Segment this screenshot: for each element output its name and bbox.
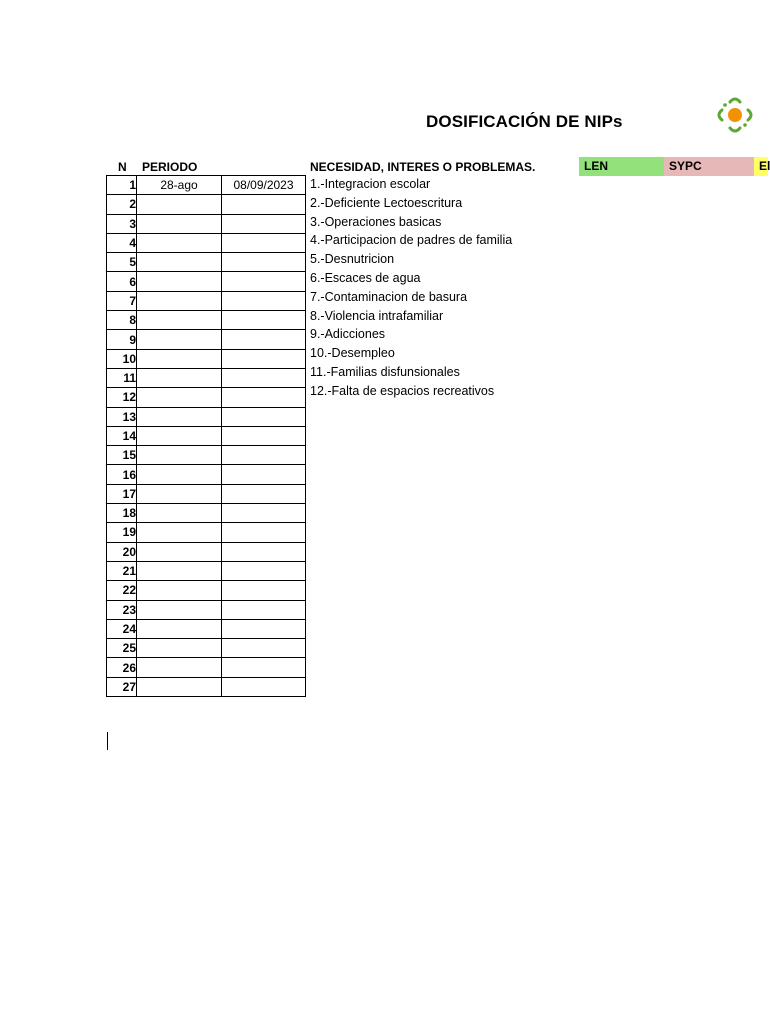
row-number-cell[interactable]: 18 [107, 504, 137, 523]
period-end-cell[interactable] [222, 407, 306, 426]
need-item: 6.-Escaces de agua [310, 270, 421, 285]
period-end-cell[interactable] [222, 388, 306, 407]
period-end-cell[interactable] [222, 542, 306, 561]
table-row [107, 272, 306, 291]
row-number-cell[interactable]: 21 [107, 561, 137, 580]
row-number-cell[interactable]: 16 [107, 465, 137, 484]
need-item: 5.-Desnutricion [310, 252, 395, 267]
period-start-cell[interactable] [137, 523, 222, 542]
row-number-cell[interactable]: 4 [107, 233, 137, 252]
need-item: 4.-Participacion de padres de familia [310, 233, 513, 248]
column-header-n: N [118, 160, 127, 174]
period-end-cell[interactable] [222, 195, 306, 214]
period-start-cell[interactable] [137, 658, 222, 677]
table-row [107, 233, 306, 252]
row-number-cell[interactable]: 22 [107, 581, 137, 600]
table-row [107, 446, 306, 465]
period-start-cell[interactable] [137, 504, 222, 523]
row-number-cell[interactable]: 10 [107, 349, 137, 368]
period-end-cell[interactable] [222, 504, 306, 523]
row-number-cell[interactable]: 6 [107, 272, 137, 291]
period-end-cell[interactable] [222, 639, 306, 658]
row-number-cell[interactable]: 25 [107, 639, 137, 658]
table-row [107, 523, 306, 542]
row-number-cell[interactable]: 1 [107, 176, 137, 195]
period-start-cell[interactable] [137, 446, 222, 465]
period-end-cell[interactable] [222, 658, 306, 677]
tag-sypc: SYPC [664, 157, 754, 176]
table-row [107, 677, 306, 696]
period-start-cell[interactable] [137, 233, 222, 252]
period-end-cell[interactable] [222, 619, 306, 638]
need-item: 10.-Desempleo [310, 346, 395, 361]
period-end-cell[interactable] [222, 677, 306, 696]
page-title: DOSIFICACIÓN DE NIPs [426, 112, 623, 131]
row-number-cell[interactable]: 17 [107, 484, 137, 503]
row-number-cell[interactable]: 5 [107, 253, 137, 272]
table-row [107, 561, 306, 580]
period-start-cell[interactable] [137, 195, 222, 214]
table-row [107, 407, 306, 426]
period-start-cell[interactable] [137, 291, 222, 310]
period-end-cell[interactable] [222, 330, 306, 349]
period-end-cell[interactable] [222, 561, 306, 580]
row-number-cell[interactable]: 15 [107, 446, 137, 465]
period-end-cell[interactable] [222, 272, 306, 291]
table-row [107, 639, 306, 658]
row-number-cell[interactable]: 8 [107, 311, 137, 330]
table-row [107, 542, 306, 561]
table-row [107, 253, 306, 272]
column-header-necesidad: NECESIDAD, INTERES O PROBLEMAS. [310, 160, 536, 174]
table-row [107, 368, 306, 387]
row-number-cell[interactable]: 19 [107, 523, 137, 542]
period-start-cell[interactable] [137, 272, 222, 291]
row-number-cell[interactable]: 27 [107, 677, 137, 696]
period-end-cell[interactable] [222, 233, 306, 252]
period-start-cell[interactable] [137, 407, 222, 426]
period-end-cell[interactable] [222, 426, 306, 445]
period-start-cell[interactable] [137, 581, 222, 600]
text-cursor [107, 732, 108, 750]
period-end-cell[interactable] [222, 523, 306, 542]
period-end-cell[interactable] [222, 484, 306, 503]
table-row [107, 600, 306, 619]
period-end-cell[interactable] [222, 465, 306, 484]
row-number-cell[interactable]: 24 [107, 619, 137, 638]
period-start-cell[interactable] [137, 600, 222, 619]
row-number-cell[interactable]: 26 [107, 658, 137, 677]
period-start-cell[interactable]: 28-ago [137, 176, 222, 195]
row-number-cell[interactable]: 11 [107, 368, 137, 387]
table-row [107, 176, 306, 195]
need-item: 12.-Falta de espacios recreativos [310, 383, 495, 398]
row-number-cell[interactable]: 13 [107, 407, 137, 426]
period-end-cell[interactable] [222, 311, 306, 330]
need-item: 9.-Adicciones [310, 327, 386, 342]
needs-list [310, 177, 512, 403]
row-number-cell[interactable]: 20 [107, 542, 137, 561]
period-end-cell[interactable] [222, 291, 306, 310]
need-item: 11.-Familias disfunsionales [310, 364, 460, 379]
table-row [107, 465, 306, 484]
period-end-cell[interactable] [222, 581, 306, 600]
table-row [107, 658, 306, 677]
tag-len: LEN [579, 157, 664, 176]
row-number-cell[interactable]: 12 [107, 388, 137, 407]
need-item: 7.-Contaminacion de basura [310, 289, 468, 304]
table-row [107, 195, 306, 214]
row-number-cell[interactable]: 2 [107, 195, 137, 214]
table-row [107, 330, 306, 349]
period-end-cell[interactable] [222, 368, 306, 387]
period-end-cell[interactable] [222, 600, 306, 619]
need-item: 8.-Violencia intrafamiliar [310, 308, 444, 323]
period-start-cell[interactable] [137, 311, 222, 330]
period-start-cell[interactable] [137, 388, 222, 407]
table-row [107, 388, 306, 407]
need-item: 2.-Deficiente Lectoescritura [310, 195, 463, 210]
table-row [107, 504, 306, 523]
table-row [107, 581, 306, 600]
period-start-cell[interactable] [137, 330, 222, 349]
period-end-cell[interactable] [222, 253, 306, 272]
period-start-cell[interactable] [137, 214, 222, 233]
period-start-cell[interactable] [137, 542, 222, 561]
period-end-cell[interactable]: 08/09/2023 [222, 176, 306, 195]
row-number-cell[interactable]: 23 [107, 600, 137, 619]
table-row [107, 311, 306, 330]
period-start-cell[interactable] [137, 639, 222, 658]
period-start-cell[interactable] [137, 349, 222, 368]
period-start-cell[interactable] [137, 561, 222, 580]
period-start-cell[interactable] [137, 368, 222, 387]
table-row [107, 619, 306, 638]
period-start-cell[interactable] [137, 484, 222, 503]
period-end-cell[interactable] [222, 214, 306, 233]
period-end-cell[interactable] [222, 349, 306, 368]
need-item: 3.-Operaciones basicas [310, 214, 442, 229]
period-start-cell[interactable] [137, 465, 222, 484]
need-item: 1.-Integracion escolar [310, 177, 431, 191]
period-start-cell[interactable] [137, 426, 222, 445]
tag-e: El [754, 157, 768, 176]
row-number-cell[interactable]: 14 [107, 426, 137, 445]
period-start-cell[interactable] [137, 677, 222, 696]
table-row [107, 349, 306, 368]
period-start-cell[interactable] [137, 619, 222, 638]
column-header-periodo: PERIODO [142, 160, 198, 174]
row-number-cell[interactable]: 3 [107, 214, 137, 233]
table-row [107, 484, 306, 503]
period-table [106, 175, 306, 697]
table-row [107, 291, 306, 310]
table-row [107, 426, 306, 445]
organization-logo-icon [712, 92, 758, 138]
table-row [107, 214, 306, 233]
row-number-cell[interactable]: 9 [107, 330, 137, 349]
row-number-cell[interactable]: 7 [107, 291, 137, 310]
period-start-cell[interactable] [137, 253, 222, 272]
period-end-cell[interactable] [222, 446, 306, 465]
